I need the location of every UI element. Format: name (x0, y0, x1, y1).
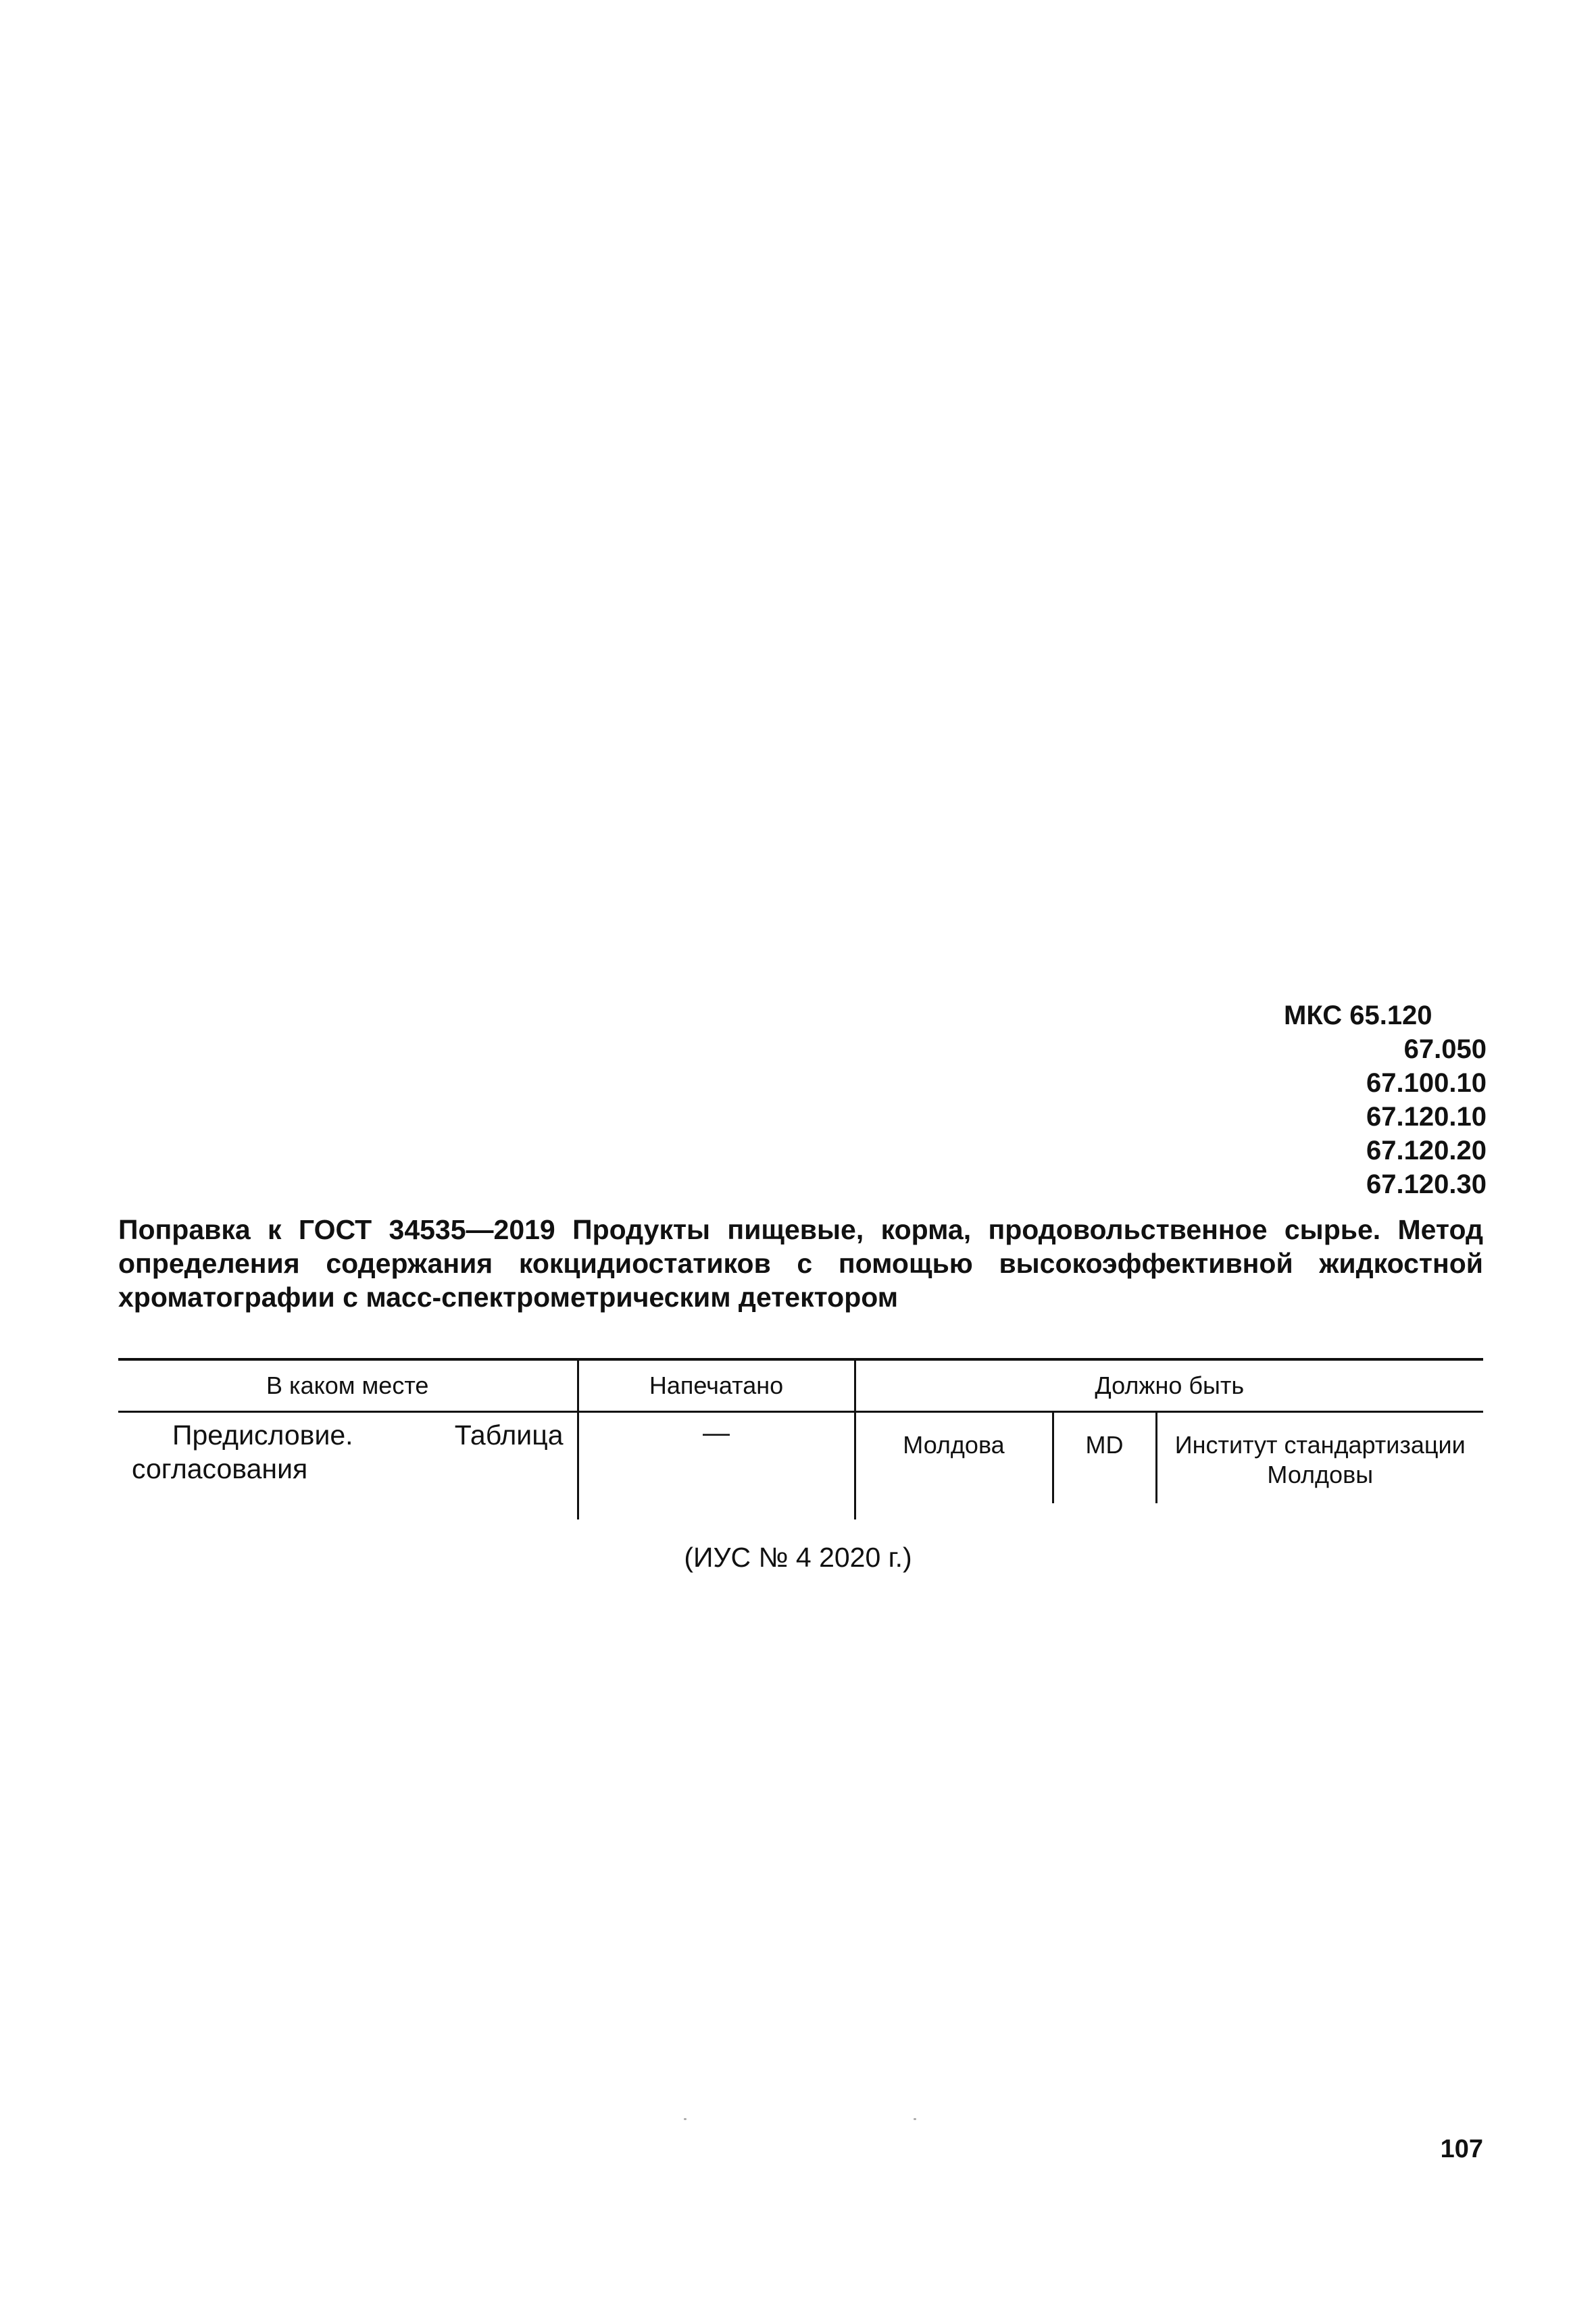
header-where: В каком месте (118, 1359, 578, 1412)
header-printed: Напечатано (578, 1359, 855, 1412)
scan-speck (684, 2118, 687, 2120)
table-row (118, 1412, 1483, 1520)
country-code: MD (1052, 1413, 1155, 1503)
page-number: 107 (1440, 2135, 1483, 2163)
mks-code: 67.050 (1403, 1034, 1487, 1064)
header-must-be: Должно быть (855, 1359, 1483, 1412)
cell-must-be (855, 1412, 1483, 1520)
ius-reference: (ИУС № 4 2020 г.) (684, 1542, 912, 1573)
mks-code: 67.120.10 (1366, 1102, 1487, 1132)
mks-code: МКС 65.120 (1284, 1001, 1432, 1030)
mks-code: 67.120.30 (1366, 1169, 1487, 1199)
table-header-row (118, 1359, 1483, 1412)
mks-codes (1284, 999, 1487, 1201)
must-be-group (856, 1413, 1484, 1514)
standards-body: Институт стандартизации Молдовы (1155, 1413, 1484, 1503)
cell-printed: — (578, 1412, 855, 1520)
amendment-title: Поправка к ГОСТ 34535—2019 Продукты пищевые, корма, продовольственное сырье. Метод определения содержания кокцидиостатиков с помощью высокоэффективной жидкостной хроматографии с масс-спектрометрическим детектором (118, 1214, 1483, 1313)
scan-speck (914, 2118, 916, 2120)
mks-code: 67.100.10 (1366, 1068, 1487, 1098)
country-name: Молдова (903, 1431, 1005, 1459)
correction-table (118, 1358, 1483, 1519)
cell-where: Предисловие. Таблица согласования (132, 1419, 564, 1484)
mks-code: 67.120.20 (1366, 1136, 1487, 1165)
